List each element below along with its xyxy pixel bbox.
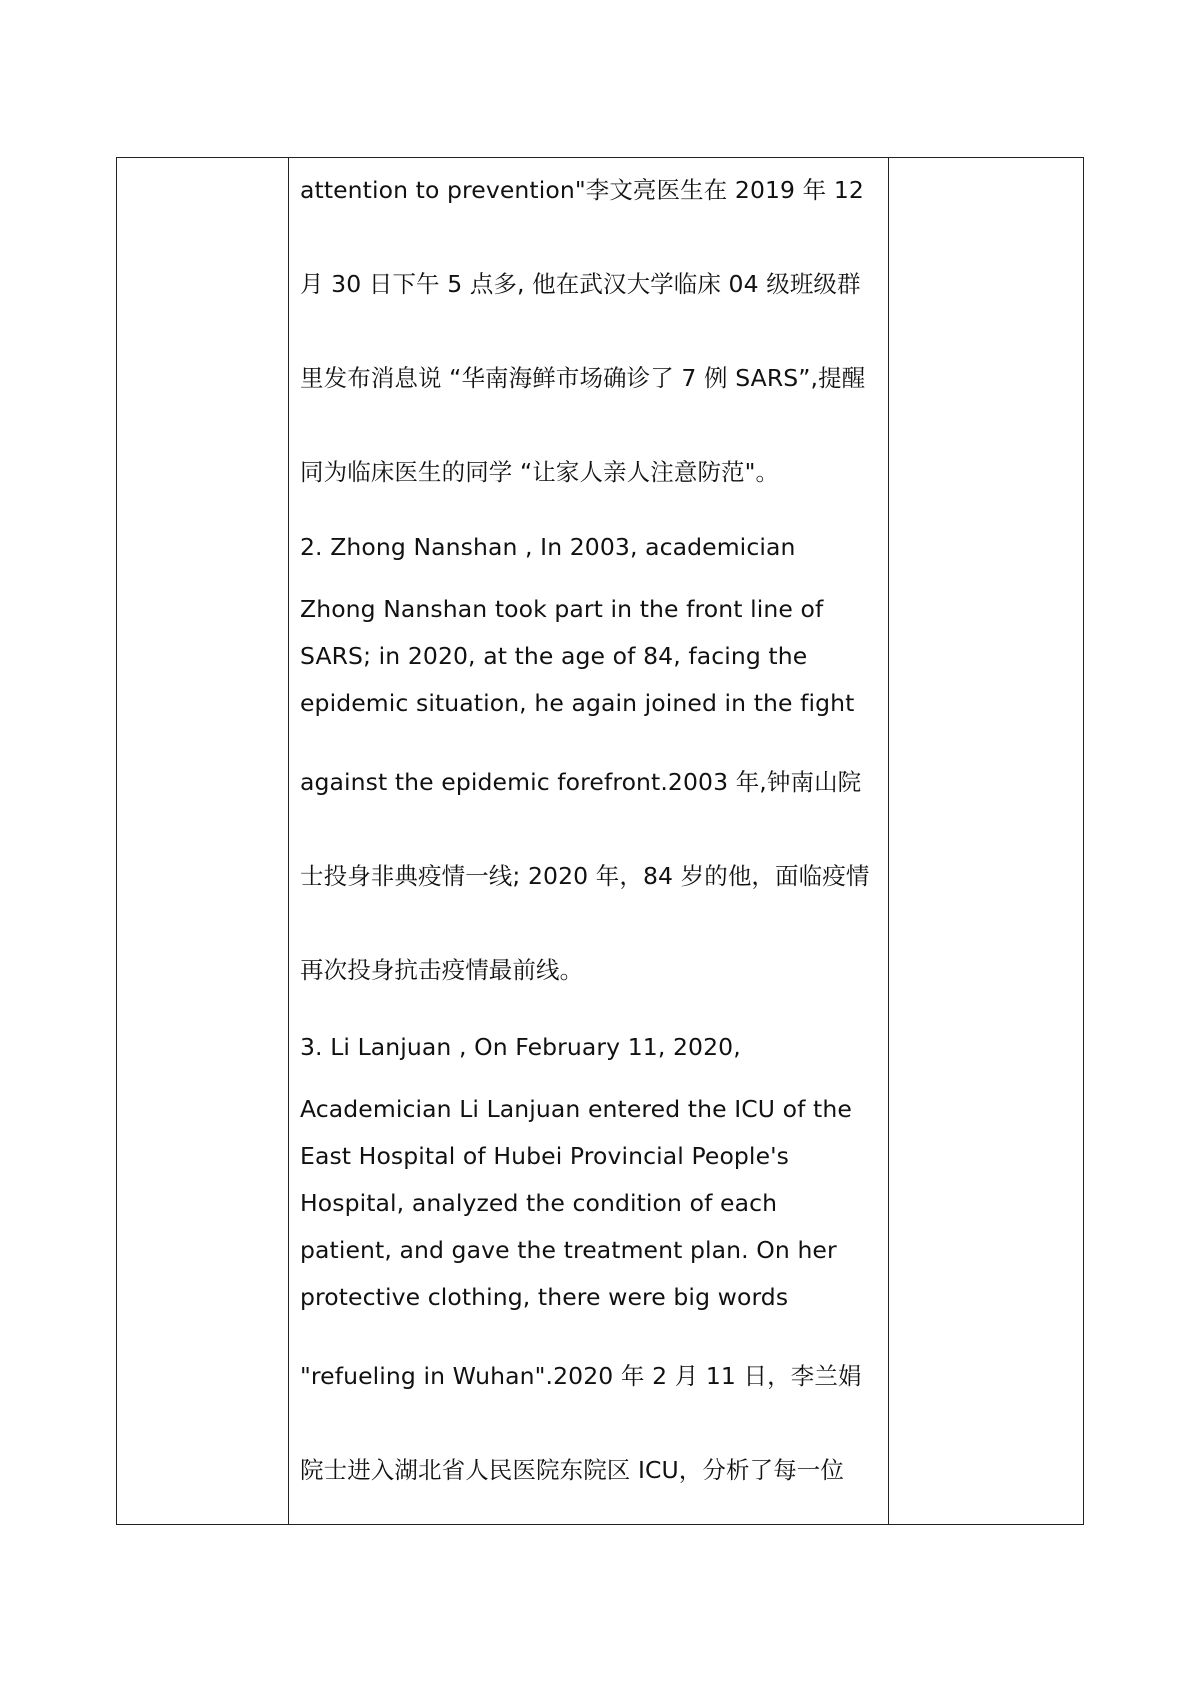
- text-line: 里发布消息说 “华南海鲜市场确诊了 7 例 SARS”,提醒: [300, 364, 866, 392]
- text-line: 士投身非典疫情一线; 2020 年，84 岁的他，面临疫情: [300, 862, 870, 890]
- text-line: SARS; in 2020, at the age of 84, facing the: [300, 642, 808, 670]
- text-line: Zhong Nanshan took part in the front line of: [300, 595, 824, 623]
- text-line: Academician Li Lanjuan entered the ICU of the: [300, 1095, 852, 1123]
- text-line: 同为临床医生的同学 “让家人亲人注意防范"。: [300, 458, 780, 486]
- text-line: East Hospital of Hubei Provincial People's: [300, 1142, 790, 1170]
- content-table: [116, 157, 1084, 1525]
- table-cell-right: [889, 158, 1083, 1524]
- text-line: against the epidemic forefront.2003 年,钟南山院: [300, 768, 862, 796]
- text-line: 院士进入湖北省人民医院东院区 ICU，分析了每一位: [300, 1456, 845, 1484]
- text-line: patient, and gave the treatment plan. On her: [300, 1236, 837, 1264]
- text-line: "refueling in Wuhan".2020 年 2 月 11 日，李兰娟: [300, 1362, 862, 1390]
- text-line: 3. Li Lanjuan , On February 11, 2020,: [300, 1033, 741, 1061]
- table-cell-left: [117, 158, 288, 1524]
- text-line: protective clothing, there were big words: [300, 1283, 789, 1311]
- text-line: 再次投身抗击疫情最前线。: [300, 956, 584, 984]
- text-line: 2. Zhong Nanshan , In 2003, academician: [300, 533, 796, 561]
- text-line: 月 30 日下午 5 点多, 他在武汉大学临床 04 级班级群: [300, 270, 861, 298]
- text-line: attention to prevention"李文亮医生在 2019 年 12: [300, 176, 864, 204]
- text-line: epidemic situation, he again joined in the fight: [300, 689, 855, 717]
- text-line: Hospital, analyzed the condition of each: [300, 1189, 778, 1217]
- table-cell-middle: [289, 158, 888, 1524]
